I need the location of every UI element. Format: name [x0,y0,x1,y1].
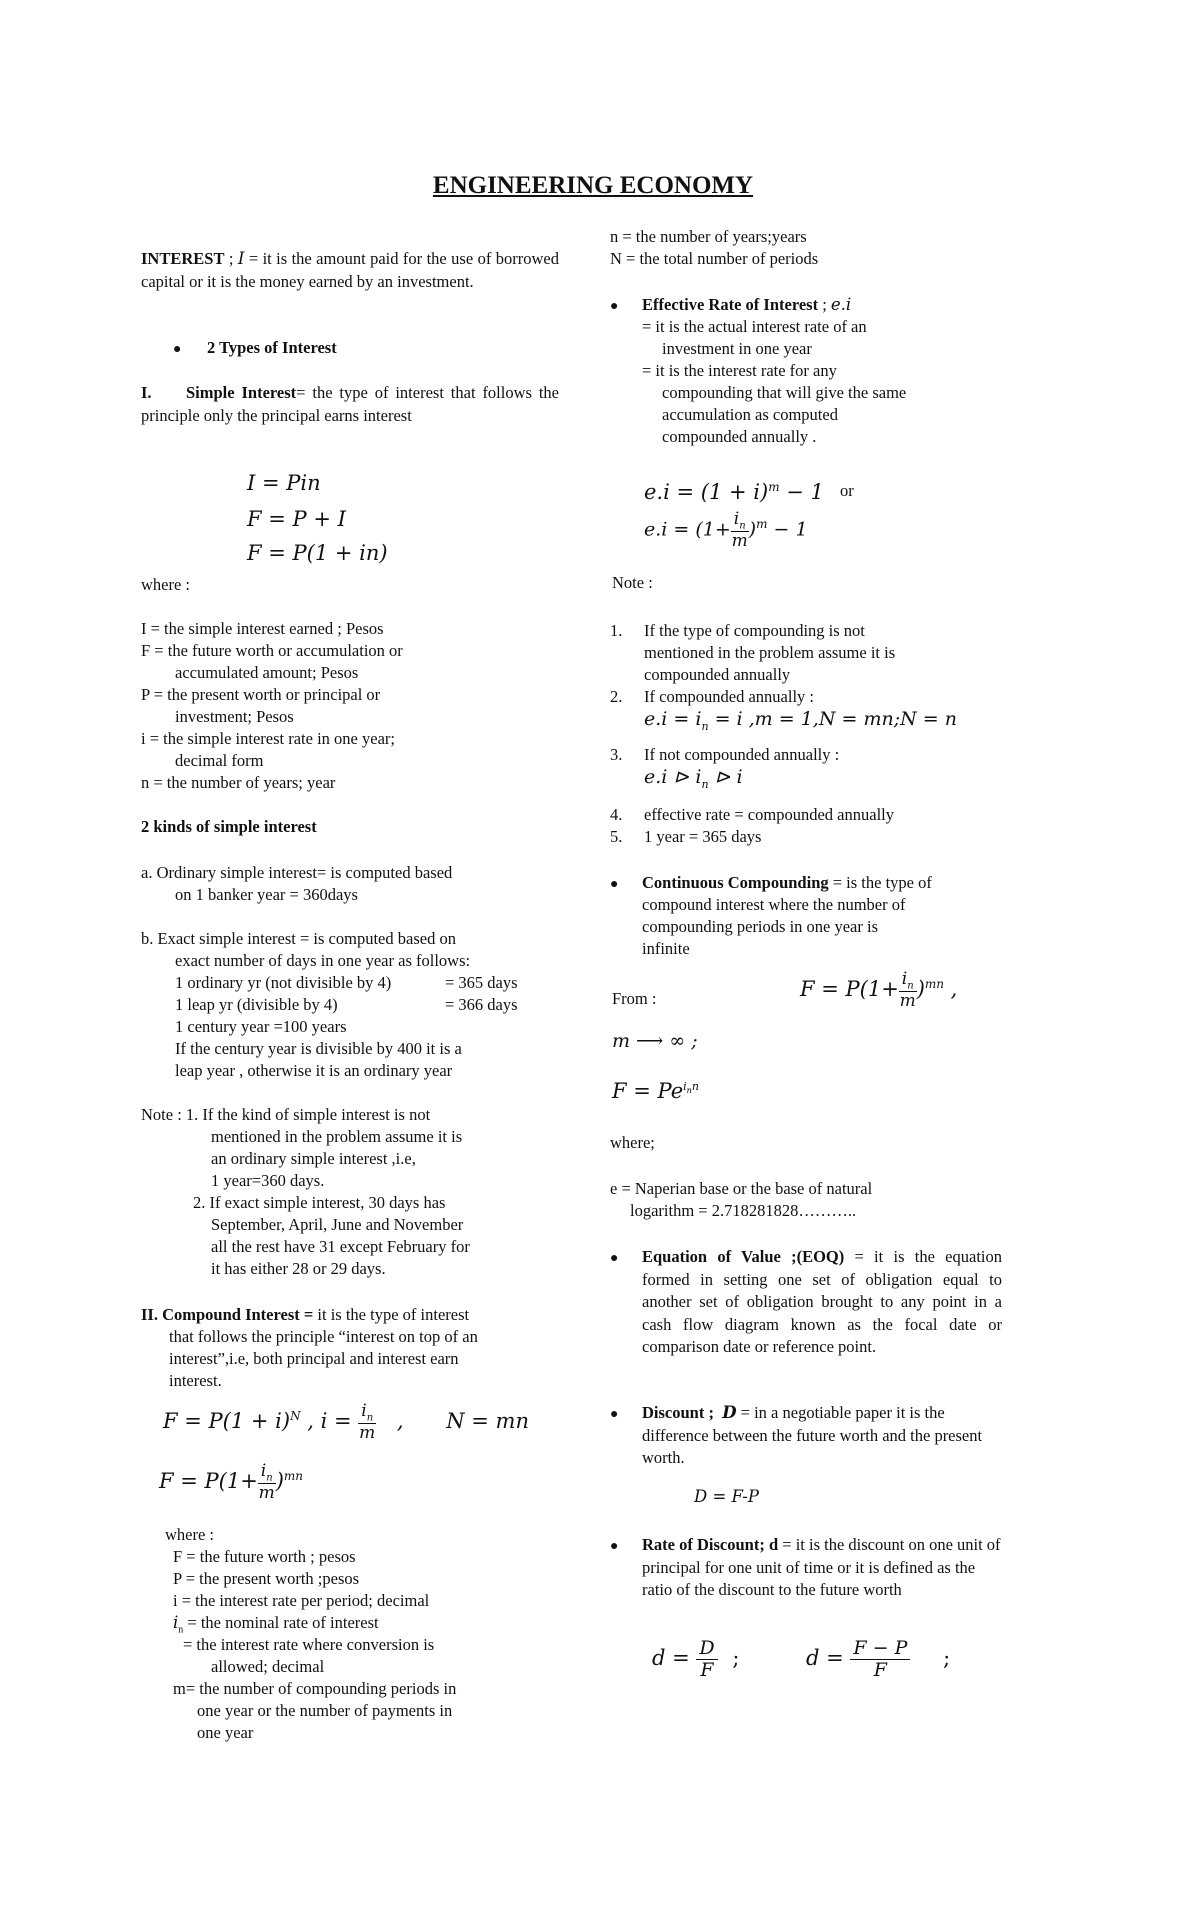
exact-line-7: leap year , otherwise it is an ordinary year [175,1061,453,1080]
note-2-line-1: 2. If exact simple interest, 30 days has [193,1193,446,1212]
compound-def-1: it is the type of interest [313,1305,470,1324]
note-1-line-1: If the type of compounding is not [644,621,865,640]
discount-equation: D = F-P [694,1487,759,1506]
cont-line-4: infinite [642,939,690,958]
n2-eq: e.i = i [644,708,702,730]
eff-equation-1 [644,476,824,504]
discount-definition [642,1402,1002,1470]
c-var-in2-2: allowed; decimal [211,1657,325,1676]
note-1-num: 1. [610,621,623,640]
cont-eq2-exp: i [683,1080,687,1093]
n2-eq-rest: = i ,m = 1,N = mn;N = n [708,708,957,730]
eff-sym: e.i [830,295,852,314]
exact-line-3a: 1 ordinary yr (not divisible by 4) [175,973,392,992]
var-i-2: decimal form [175,751,264,770]
eff-line-4: compounding that will give the same [662,383,907,402]
rod-eq2-lhs: d = [806,1645,844,1670]
simple-def: = the type of interest that follows the principle only the principal earns interest [141,383,559,425]
c-var-i: i = the interest rate per period; decimal [173,1591,430,1610]
cont-eq2-exp-sub: n [686,1086,692,1096]
from-label: From : [612,989,657,1008]
compound-num: II. [141,1305,158,1324]
var-F-1: F = the future worth or accumulation or [141,641,403,660]
bullet-icon: ● [610,877,619,892]
bullet-icon: ● [173,342,182,357]
rod-eq2-fraction [850,1638,910,1681]
simple-equation-2: F = P + I [247,507,346,531]
eov-def: = it is the equation formed in setting one set of obligation equal to another set of obligation brought to any point in a cash flow diagram known as the focal date or comparison date or reference point. [642,1247,1002,1357]
interest-definition [141,248,559,293]
N-definition: N = the total number of periods [610,249,819,268]
rate-of-discount-definition [642,1534,1002,1602]
rod-equation-2 [806,1638,950,1681]
comp-eq1-fraction [358,1402,376,1443]
e-definition-2: logarithm = 2.718281828……….. [630,1201,857,1220]
c-var-in2-1: = the interest rate where conversion is [183,1635,435,1654]
cont-limit: m ⟶ ∞ ; [612,1030,698,1052]
note-3-num: 3. [610,745,623,764]
rod-eq1-semi: ; [732,1645,740,1670]
note-2-equation [644,708,957,738]
eff-line-6: compounded annually . [662,427,817,446]
note-2-line-2: September, April, June and November [211,1215,464,1234]
rod-eq1-den: F [700,1658,714,1681]
eff-eq1-exp: m [768,480,780,494]
bullet-icon: ● [610,299,619,314]
note-2-line-1: If compounded annually : [644,687,814,706]
n2-eq-sub: n [701,719,709,733]
bullet-icon: ● [610,1251,619,1266]
rod-eq2-den: F [873,1658,887,1681]
note-1-line-2: mentioned in the problem assume it is [644,643,896,662]
disc-term: Discount ; [642,1403,714,1422]
n3-eq-rest: ⊳ i [708,766,743,788]
var-F-2: accumulated amount; Pesos [175,663,359,682]
eff-eq1-main: e.i = (1 + i) [644,480,769,504]
e-definition-1: e = Naperian base or the base of natural [610,1179,873,1198]
c-var-F: F = the future worth ; pesos [173,1547,356,1566]
eff-eq2-a: e.i = (1+ [644,518,731,541]
rod-eq1-fraction [696,1638,717,1681]
cont-eq1-fraction [899,970,917,1011]
c-var-m-3: one year [197,1723,254,1742]
simple-interest-definition [141,382,559,427]
compound-def-4: interest. [169,1371,222,1390]
comp-eq2-exp: mn [283,1469,303,1484]
note-1-line-1: Note : 1. If the kind of simple interest is not [141,1105,431,1124]
comp-eq1-main: F = P(1 + i) [163,1409,291,1434]
note-2-line-3: all the rest have 31 except February for [211,1237,470,1256]
eff-or: or [840,481,854,500]
rod-sym: d [764,1535,779,1554]
eff-term: Effective Rate of Interest [642,295,819,314]
cont-eq1-b: ) [916,977,925,1002]
interest-symbol: I [237,249,245,268]
eff-equation-2 [644,510,808,551]
ordinary-line-1: a. Ordinary simple interest= is computed based [141,863,453,882]
comp-eq2-num: i [260,1461,267,1481]
eov-term: Equation of Value ;(EOQ) [642,1247,845,1266]
eff-eq2-exp: m [756,517,768,532]
kinds-heading: 2 kinds of simple interest [141,817,317,836]
var-I: I = the simple interest earned ; Pesos [141,619,384,638]
note-2-num: 2. [610,687,623,706]
comp-eq1-exp: N [290,1409,301,1424]
where-label-2: where; [610,1133,655,1152]
equation-of-value [642,1246,1002,1359]
cont-eq1-sub: n [907,980,914,992]
disc-def: = in a negotiable paper it is the difference between the future worth and the present worth. [642,1403,983,1468]
eff-sep: ; [818,295,831,314]
cont-term: Continuous Compounding [642,873,829,892]
eff-line-2: investment in one year [662,339,812,358]
eff-eq1-tail: − 1 [779,480,824,504]
cont-eq1-den: m [899,991,916,1012]
eff-line-5: accumulation as computed [662,405,838,424]
note-1-line-2: mentioned in the problem assume it is [211,1127,463,1146]
eff-eq2-sub: n [739,520,746,532]
note-5-line-1: 1 year = 365 days [644,827,762,846]
effective-rate-heading [642,294,851,317]
comp-eq1-N: N = mn [446,1409,529,1434]
page-title: ENGINEERING ECONOMY [432,172,754,199]
compound-def-2: that follows the principle “interest on top of an [169,1327,478,1346]
rod-term: Rate of Discount; [642,1535,765,1554]
simple-equation-3: F = P(1 + in) [247,541,388,565]
comp-eq2-sub: n [266,1472,273,1484]
rod-eq2-semi: ; [943,1645,951,1670]
compound-line-1 [141,1304,469,1327]
c-in-rest: = the nominal rate of interest [183,1613,379,1632]
n3-eq-sub: n [701,777,709,791]
comp-eq1-i: , i = [300,1409,352,1434]
cont-equation-2 [612,1076,699,1103]
note-4-line-1: effective rate = compounded annually [644,805,894,824]
comp-eq1-num: i [361,1401,367,1421]
cont-eq2-exp-n: n [691,1080,699,1093]
compound-equation-1 [163,1402,529,1443]
c-var-P: P = the present worth ;pesos [173,1569,360,1588]
n-definition: n = the number of years;years [610,227,807,246]
simple-equation-1: I = Pin [247,471,321,495]
simple-num: I. [141,383,152,402]
c-var-m-1: m= the number of compounding periods in [173,1679,457,1698]
note-3-equation [644,766,743,796]
n3-eq: e.i ⊳ i [644,766,702,788]
interest-term: INTEREST [141,249,225,268]
simple-term: Simple Interest [186,383,297,402]
compound-term: Compound Interest = [162,1305,314,1324]
eff-eq2-fraction [731,510,749,551]
compound-equation-2 [159,1462,303,1503]
eff-eq2-num: i [733,509,740,529]
cont-eq1-num: i [901,969,908,989]
var-P-2: investment; Pesos [175,707,294,726]
cont-line-3: compounding periods in one year is [642,917,878,936]
disc-sym: D [722,1403,737,1422]
note-5-num: 5. [610,827,623,846]
comp-eq2-fraction [258,1462,276,1503]
rod-def: = it is the discount on one unit of principal for one unit of time or it is defined as the ratio of the discount to the future worth [642,1535,1001,1600]
comp-eq2-den: m [258,1483,275,1504]
cont-line-2: compound interest where the number of [642,895,906,914]
exact-line-4b: = 366 days [445,995,518,1014]
ordinary-line-2: on 1 banker year = 360days [175,885,358,904]
compound-def-3: interest”,i.e, both principal and interest earn [169,1349,459,1368]
exact-line-6: If the century year is divisible by 400 it is a [175,1039,462,1058]
var-n: n = the number of years; year [141,773,336,792]
bullet-icon: ● [610,1407,619,1422]
exact-line-2: exact number of days in one year as follows: [175,951,471,970]
exact-line-5: 1 century year =100 years [175,1017,347,1036]
cont-l1: = is the type of [828,873,932,892]
comp-eq1-sub: n [366,1412,374,1424]
var-P-1: P = the present worth or principal or [141,685,381,704]
note-1-line-3: an ordinary simple interest ,i.e, [211,1149,416,1168]
exact-line-4a: 1 leap yr (divisible by 4) [175,995,338,1014]
eff-eq2-b: ) [748,518,757,541]
rod-eq1-num: D [696,1638,717,1660]
rod-eq1-lhs: d = [652,1645,690,1670]
note-3-line-1: If not compounded annually : [644,745,840,764]
where-label: where : [141,575,191,594]
interest-sep: ; [224,249,238,268]
note-1-line-3: compounded annually [644,665,791,684]
c-where-label: where : [165,1525,215,1544]
eff-line-3: = it is the interest rate for any [642,361,837,380]
cont-eq1-comma: , [944,977,958,1002]
c-var-m-2: one year or the number of payments in [197,1701,453,1720]
eff-eq2-den: m [731,531,748,552]
bullet-icon: ● [610,1539,619,1554]
rod-equation-1 [652,1638,739,1681]
cont-equation-1 [800,970,957,1011]
comp-eq1-den: m [359,1423,376,1444]
rod-eq2-num: F − P [850,1638,910,1660]
eff-eq2-tail: − 1 [767,518,808,541]
comp-eq1-comma: , [396,1409,404,1434]
continuous-heading [642,872,932,895]
c-in-sym: i [173,1613,179,1632]
exact-line-1: b. Exact simple interest = is computed based on [141,929,456,948]
exact-line-3b: = 365 days [445,973,518,992]
c-in-sub: n [178,1624,184,1636]
interest-def: = it is the amount paid for the use of borrowed capital or it is the money earned by an investment. [141,249,559,291]
eff-line-1: = it is the actual interest rate of an [642,317,867,336]
note-4-num: 4. [610,805,623,824]
note-label: Note : [612,573,653,592]
comp-eq2-a: F = P(1+ [159,1469,258,1494]
cont-eq1-a: F = P(1+ [800,977,899,1002]
cont-eq1-exp: mn [924,977,944,992]
comp-eq2-b: ) [275,1469,284,1494]
types-heading: 2 Types of Interest [207,338,337,357]
var-i-1: i = the simple interest rate in one year; [141,729,395,748]
note-2-line-4: it has either 28 or 29 days. [211,1259,386,1278]
cont-eq2: F = Pe [612,1079,684,1103]
note-1-line-4: 1 year=360 days. [211,1171,325,1190]
